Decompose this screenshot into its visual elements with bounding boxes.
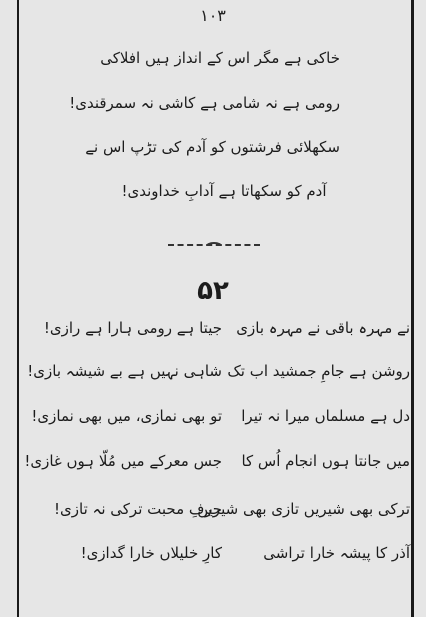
stanza-line: رومی ہے نہ شامی ہے کاشی نہ سمرقندی! (69, 94, 340, 112)
stanza-line: سکھلائی فرشتوں کو آدم کی تڑپ اس نے (85, 138, 340, 156)
verse-second-half: حرفِ محبت ترکی نہ تازی! (54, 500, 222, 518)
page-number: ۱۰۳ (200, 6, 226, 25)
verse-second-half: جس معرکے میں مُلّا ہوں غازی! (24, 452, 222, 470)
stanza-line: خاکی ہے مگر اس کے انداز ہیں افلاکی (100, 49, 340, 67)
verse-second-half: کارِ خلیلاں خارا گدازی! (80, 544, 222, 562)
verse-first-half: دل ہے مسلماں میرا نہ تیرا (241, 407, 410, 425)
verse-second-half: تو بھی نمازی، میں بھی نمازی! (31, 407, 222, 425)
verse-second-half: شاہی نہیں ہے بے شیشہ بازی! (27, 362, 222, 380)
verse-first-half: ترکی بھی شیریں تازی بھی شیریں (197, 500, 410, 518)
verse-first-half: نے مہرہ باقی نے مہرہ بازی (236, 319, 410, 337)
verse-first-half: روشن ہے جامِ جمشید اب تک (227, 362, 410, 380)
poem-number-heading: ۵۲ (197, 276, 229, 306)
right-border-rule (411, 0, 414, 617)
ornamental-divider (168, 244, 260, 246)
verse-first-half: آذر کا پیشہ خارا تراشی (263, 544, 410, 562)
verse-second-half: جیتا ہے رومی ہارا ہے رازی! (43, 319, 222, 337)
stanza-line: آدم کو سکھاتا ہے آدابِ خداوندی! (121, 182, 327, 200)
left-border-rule (17, 0, 19, 617)
verse-first-half: میں جانتا ہوں انجام اُس کا (241, 452, 410, 470)
